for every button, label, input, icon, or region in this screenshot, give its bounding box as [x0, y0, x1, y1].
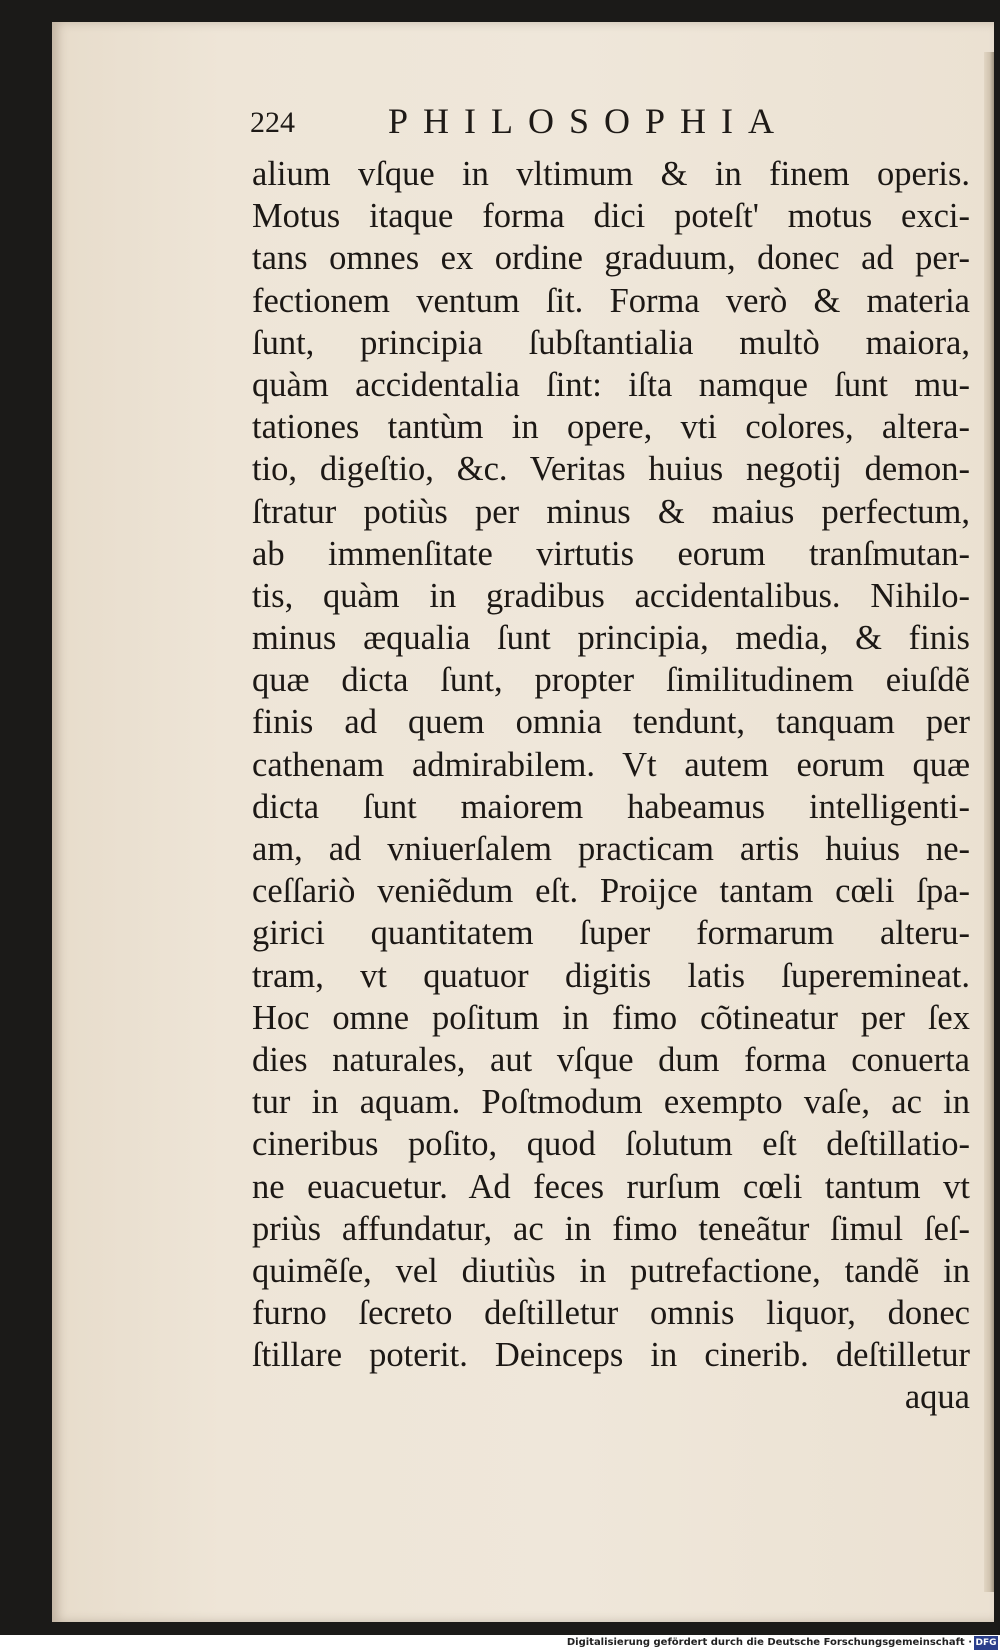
text-line: cathenam admirabilem. Vt autem eorum quæ — [252, 745, 970, 784]
funding-credit: Digitalisierung gefördert durch die Deutsche Forschungsgemeinschaft · — [566, 1637, 972, 1648]
text-line: ſtillare poterit. Deinceps in cinerib. deſtilletur — [252, 1336, 970, 1375]
page-number: 224 — [250, 106, 295, 139]
text-line: dicta ſunt maiorem habeamus intelligenti- — [252, 787, 970, 826]
text-line: Motus itaque forma dici poteſt' motus exci- — [252, 197, 970, 236]
footer-bar — [0, 1635, 1000, 1652]
text-line: ab immenſitate virtutis eorum tranſmutan- — [252, 534, 970, 573]
text-line: tis, quàm in gradibus accidentalibus. Nihilo- — [252, 576, 970, 615]
text-line: priùs affundatur, ac in fimo teneãtur ſimul ſeſ- — [252, 1209, 970, 1248]
text-line: ne euacuetur. Ad feces rurſum cœli tantum vt — [252, 1167, 970, 1206]
text-line: tationes tantùm in opere, vti colores, altera- — [252, 408, 970, 447]
catchword: aqua — [904, 1378, 970, 1417]
text-line: minus æqualia ſunt principia, media, & finis — [252, 619, 970, 658]
running-title: PHILOSOPHIA — [388, 101, 790, 141]
text-line: tur in aquam. Poſtmodum exempto vaſe, ac in — [252, 1083, 970, 1122]
text-line: tio, digeſtio, &c. Veritas huius negotij demon- — [252, 450, 970, 489]
running-head — [250, 100, 890, 150]
text-line: dies naturales, aut vſque dum forma conuerta — [252, 1040, 970, 1079]
text-line: quàm accidentalia ſint: iſta namque ſunt mu- — [252, 365, 970, 404]
text-line: Hoc omne poſitum in fimo cõtineatur per ſex — [252, 998, 970, 1037]
text-line: finis ad quem omnia tendunt, tanquam per — [252, 703, 970, 742]
text-line: alium vſque in vltimum & in finem operis. — [252, 155, 970, 193]
text-line: ceſſariò veniẽdum eſt. Proijce tantam cœli ſpa- — [252, 872, 970, 911]
page-edge — [984, 52, 994, 1592]
text-line: ſunt, principia ſubſtantialia multò maiora, — [252, 323, 970, 362]
text-line: cineribus poſito, quod ſolutum eſt deſtillatio- — [252, 1125, 970, 1164]
text-line: ſtratur potiùs per minus & maius perfectum, — [252, 492, 970, 531]
text-line: quimẽſe, vel diutiùs in putrefactione, tandẽ in — [252, 1251, 970, 1290]
text-line: fectionem ventum ſit. Forma verò & materia — [252, 281, 970, 320]
text-line: tram, vt quatuor digitis latis ſupereminеat. — [252, 956, 970, 995]
text-line: furno ſecreto deſtilletur omnis liquor, donec — [252, 1294, 970, 1333]
text-line: quæ dicta ſunt, propter ſimilitudinem eiuſdẽ — [252, 661, 970, 700]
text-line: girici quantitatem ſuper formarum alteru- — [252, 914, 970, 953]
text-line: tans omnes ex ordine graduum, donec ad per- — [252, 239, 970, 278]
dfg-logo: DFG — [975, 1638, 997, 1648]
body-text — [252, 153, 970, 1419]
text-line: am, ad vniuerſalem practicam artis huius ne- — [252, 830, 970, 868]
